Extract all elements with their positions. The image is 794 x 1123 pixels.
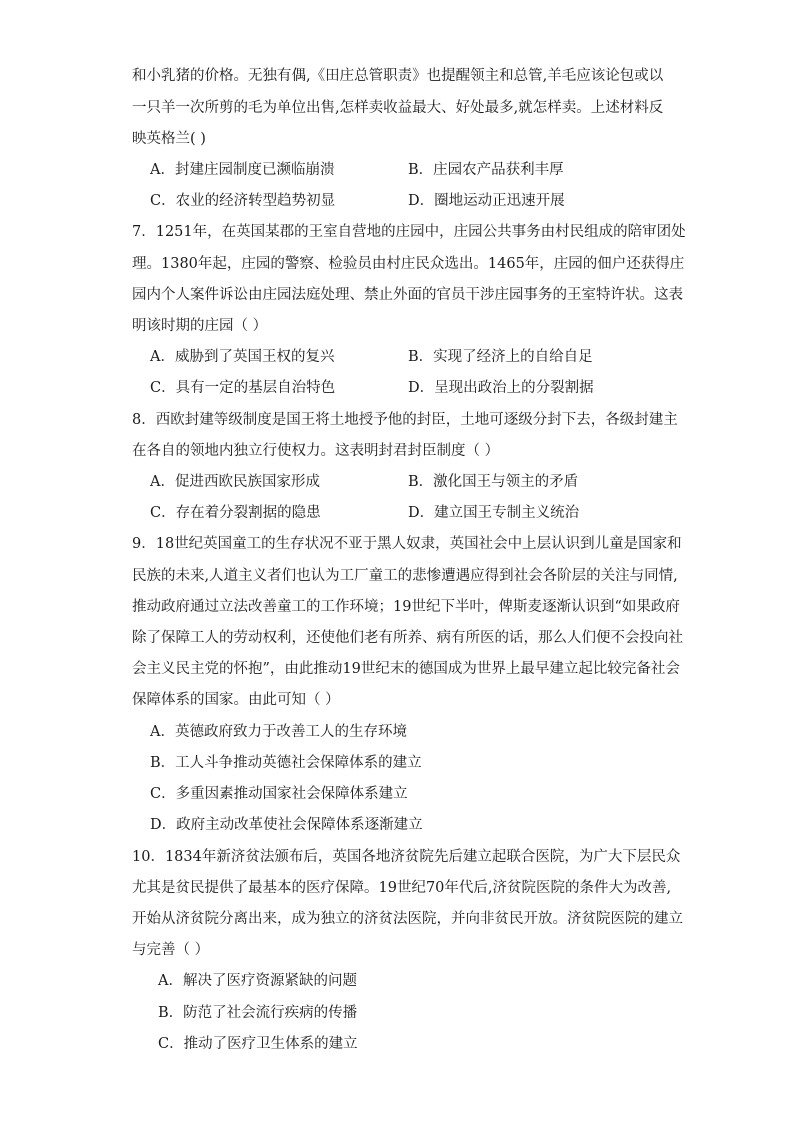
question-10-text-line: 10．1834年新济贫法颁布后，英国各地济贫院先后建立起联合医院，为广大下层民众 [132, 849, 681, 865]
question-9-option-d[interactable]: D．政府主动改革使社会保障体系逐渐建立 [150, 817, 423, 833]
question-7-option-b[interactable]: B．实现了经济上的自给自足 [408, 349, 593, 365]
question-10-option-b[interactable]: B．防范了社会流行疾病的传播 [158, 1005, 358, 1021]
question-8-text-line: 8．西欧封建等级制度是国王将土地授予他的封臣，土地可逐级分封下去，各级封建主 [132, 412, 678, 428]
question-7-option-a[interactable]: A．威胁到了英国王权的复兴 [150, 349, 335, 365]
question-10-text-line: 开始从济贫院分离出来，成为独立的济贫法医院，并向非贫民开放。济贫院医院的建立 [132, 911, 683, 927]
question-8-text-line: 在各自的领地内独立行使权力。这表明封君封臣制度（ ） [132, 443, 500, 459]
question-10-option-a[interactable]: A．解决了医疗资源紧缺的问题 [158, 973, 357, 989]
question-7-option-c[interactable]: C．具有一定的基层自治特色 [150, 380, 336, 396]
question-9-text-line: 除了保障工人的劳动权利，还使他们老有所养、病有所医的话，那么人们便不会投向社 [132, 630, 683, 646]
question-9-text-line: 民族的未来,人道主义者们也认为工厂童工的悲惨遭遇应得到社会各阶层的关注与同情, [132, 568, 678, 584]
question-8-option-b[interactable]: B．激化国王与领主的矛盾 [408, 474, 579, 490]
question-6-option-d[interactable]: D．圈地运动正迅速开展 [408, 193, 565, 209]
question-10-text-line: 与完善（ ） [132, 942, 210, 958]
question-6-text-line: 和小乳猪的价格。无独有偶,《田庄总管职责》也提醒领主和总管,羊毛应该论包或以 [132, 68, 664, 84]
question-8-option-d[interactable]: D．建立国王专制主义统治 [408, 505, 580, 521]
question-7-text-line: 明该时期的庄园（ ） [132, 318, 268, 334]
question-7-text-line: 7．1251年，在英国某郡的王室自营地的庄园中，庄园公共事务由村民组成的陪审团处 [132, 224, 686, 240]
question-6-option-c[interactable]: C．农业的经济转型趋势初显 [150, 193, 336, 209]
question-9-option-a[interactable]: A．英德政府致力于改善工人的生存环境 [150, 724, 407, 740]
question-7-option-d[interactable]: D．呈现出政治上的分裂割据 [408, 380, 594, 396]
question-10-option-c[interactable]: C．推动了医疗卫生体系的建立 [158, 1036, 358, 1052]
question-6-text-line: 一只羊一次所剪的毛为单位出售,怎样卖收益最大、好处最多,就怎样卖。上述材料反 [132, 100, 664, 116]
question-7-text-line: 园内个人案件诉讼由庄园法庭处理、禁止外面的官员干涉庄园事务的王室特许状。这表 [132, 287, 683, 303]
question-9-option-b[interactable]: B．工人斗争推动英德社会保障体系的建立 [150, 755, 422, 771]
question-6-option-b[interactable]: B．庄园农产品获利丰厚 [408, 162, 564, 178]
question-9-text-line: 会主义民主党的怀抱”，由此推动19世纪末的德国成为世界上最早建立起比较完备社会 [132, 661, 680, 677]
question-7-text-line: 理。1380年起，庄园的警察、检验员由村庄民众选出。1465年，庄园的佃户还获得庄 [132, 256, 685, 272]
question-8-option-a[interactable]: A．促进西欧民族国家形成 [150, 474, 320, 490]
question-6-text-line: 映英格兰( ) [132, 131, 206, 147]
question-6-option-a[interactable]: A．封建庄园制度已濒临崩溃 [150, 162, 335, 178]
question-9-text-line: 推动政府通过立法改善童工的工作环境；19世纪下半叶，俾斯麦逐渐认识到“如果政府 [132, 599, 680, 615]
question-9-text-line: 9．18世纪英国童工的生存状况不亚于黑人奴隶，英国社会中上层认识到儿童是国家和 [132, 536, 682, 552]
question-9-option-c[interactable]: C．多重因素推动国家社会保障体系建立 [150, 786, 408, 802]
question-10-text-line: 尤其是贫民提供了最基本的医疗保障。19世纪70年代后,济贫院医院的条件大为改善, [132, 880, 672, 896]
question-8-option-c[interactable]: C．存在着分裂割据的隐患 [150, 505, 321, 521]
question-9-text-line: 保障体系的国家。由此可知（ ） [132, 692, 340, 708]
